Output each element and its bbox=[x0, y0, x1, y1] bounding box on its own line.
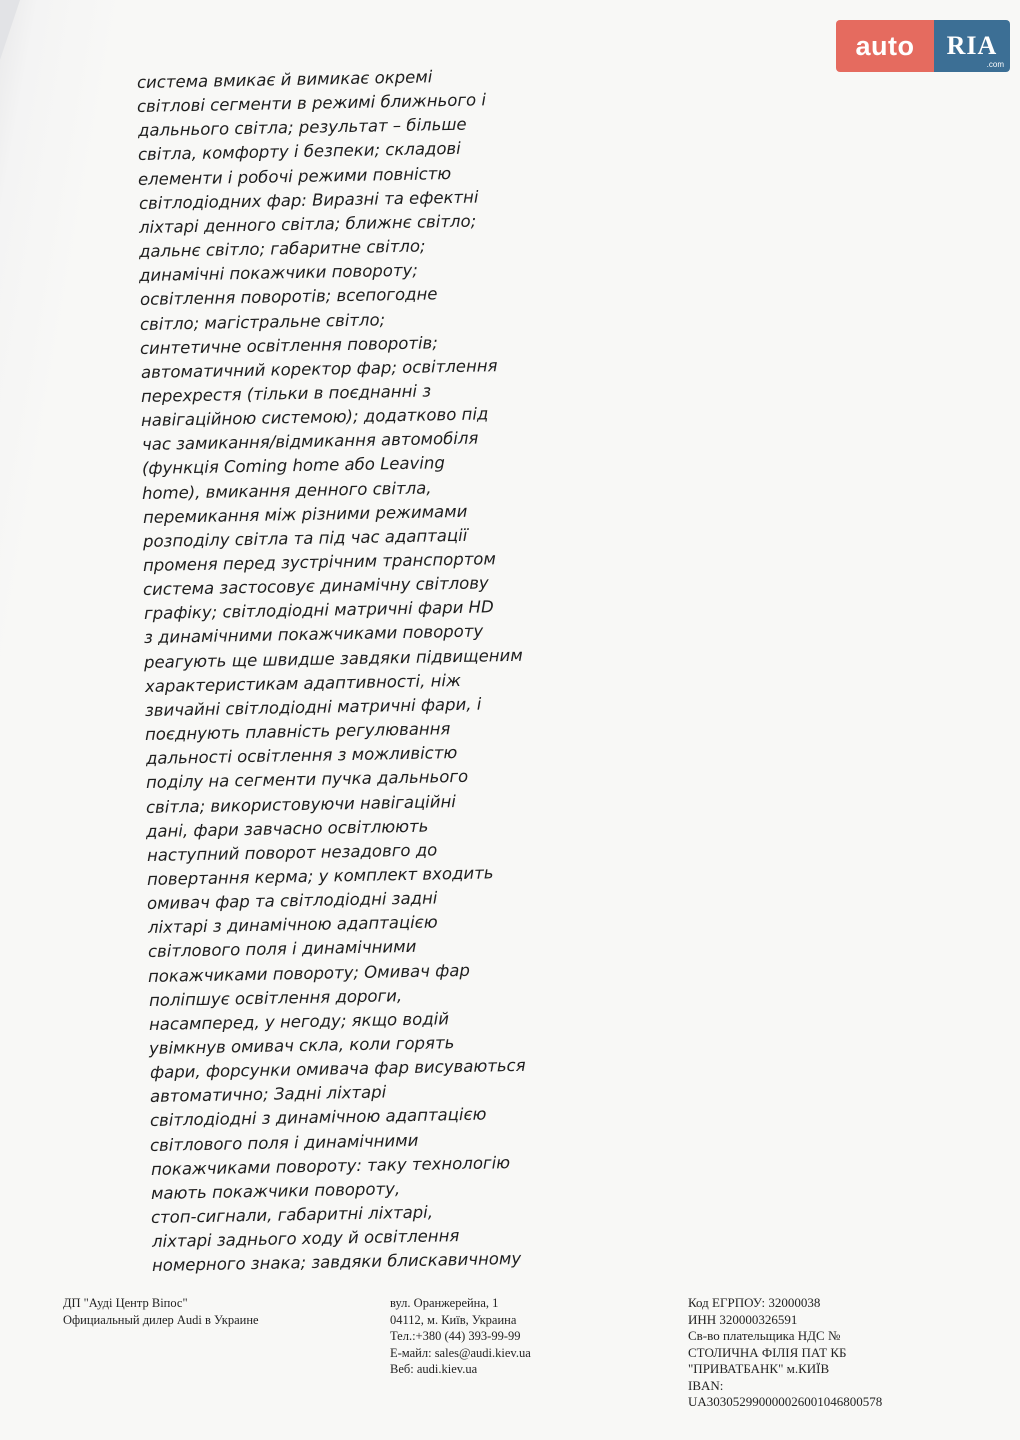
body-text-line: поєднують плавність регулювання bbox=[145, 719, 451, 745]
body-text-line: увімкнув омивач скла, коли горять bbox=[149, 1033, 455, 1058]
body-text-line: світло; магістральне світло; bbox=[139, 309, 386, 334]
body-text-line: реагують ще швидше завдяки підвищеним bbox=[144, 645, 524, 672]
body-text-line: світлові сегменти в режимі ближнього і bbox=[137, 90, 487, 117]
document-footer bbox=[0, 1295, 1020, 1435]
body-text-line: перехрестя (тільки в поєднанні з bbox=[140, 381, 432, 406]
footer-phone: Тел.:+380 (44) 393-99-99 bbox=[390, 1329, 521, 1343]
body-text-line: освітлення поворотів; всепогодне bbox=[139, 284, 438, 310]
footer-vat-certificate: Св-во плательщика НДС № bbox=[688, 1328, 841, 1343]
body-text-line: динамічні покажчики повороту; bbox=[139, 260, 419, 286]
body-text-line: система вмикає й вимикає окремі bbox=[136, 67, 433, 92]
body-text-line: час замикання/відмикання автомобіля bbox=[141, 428, 479, 455]
body-text-line: дальнього світла; результат – більше bbox=[137, 114, 467, 141]
footer-edrpou: Код ЕГРПОУ: 32000038 bbox=[688, 1295, 821, 1310]
body-text-line: перемикання між різними режимами bbox=[142, 501, 468, 527]
body-text-line: світлодіодні з динамічною адаптацією bbox=[149, 1104, 487, 1131]
footer-address-street: вул. Оранжерейна, 1 bbox=[390, 1296, 499, 1310]
body-text-line: фари, форсунки омивача фар висуваються bbox=[149, 1055, 526, 1083]
body-text-line: покажчиками повороту; Омивач фар bbox=[148, 960, 471, 986]
body-text-line: звичайні світлодіодні матричні фари, і bbox=[144, 694, 482, 720]
body-text-line: поділу на сегменти пучка дальнього bbox=[145, 767, 469, 793]
body-text-line: мають покажчики повороту, bbox=[150, 1179, 401, 1203]
body-text-line: наступний поворот незадовго до bbox=[146, 840, 438, 865]
body-text-line: покажчиками повороту: таку технологію bbox=[150, 1152, 511, 1179]
footer-company-column bbox=[63, 1295, 259, 1328]
body-text-line: повертання керма; у комплект входить bbox=[146, 863, 494, 889]
body-text-line: поліпшує освітлення дороги, bbox=[148, 985, 402, 1010]
body-text-line: автоматично; Задні ліхтарі bbox=[149, 1082, 387, 1107]
body-text-line: ліхтарі заднього ходу й освітлення bbox=[151, 1226, 460, 1252]
body-text-line: (функція Coming home або Leaving bbox=[141, 453, 445, 479]
footer-email: E-майл: sales@audi.kiev.ua bbox=[390, 1345, 531, 1360]
body-text-line: світла, комфорту і безпеки; складові bbox=[137, 139, 461, 165]
body-text-line: графіку; світлодіодні матричні фари HD bbox=[143, 597, 494, 624]
body-text-line: стоп-сигнали, габаритні ліхтарі, bbox=[151, 1202, 434, 1228]
footer-contacts-column bbox=[390, 1295, 531, 1378]
body-text-line: дальності освітлення з можливістю bbox=[145, 743, 457, 769]
footer-bank-name: "ПРИВАТБАНК" м.КИЇВ bbox=[688, 1361, 830, 1376]
logo-auto-text: auto bbox=[836, 20, 934, 72]
body-text-line: світла; використовуючи навігаційні bbox=[145, 791, 457, 817]
footer-inn: ИНН 320000326591 bbox=[688, 1311, 798, 1327]
body-text-line: світлового поля і динамічними bbox=[150, 1130, 419, 1155]
body-text-line: home), вмикання денного світла, bbox=[142, 477, 432, 503]
logo-ria-word: RIA bbox=[946, 31, 998, 60]
body-text-line: ліхтарі денного світла; ближнє світло; bbox=[138, 211, 477, 237]
body-text-line: променя перед зустрічним транспортом bbox=[142, 549, 497, 575]
body-text-line: елементи і робочі режими повністю bbox=[138, 163, 452, 189]
footer-iban-value: UA303052990000026001046800578 bbox=[688, 1394, 883, 1409]
footer-bank-column bbox=[688, 1295, 882, 1411]
body-text-line: ліхтарі з динамічною адаптацією bbox=[147, 912, 438, 938]
logo-com-suffix: .com bbox=[986, 60, 1004, 69]
body-text-line: синтетичне освітлення поворотів; bbox=[140, 332, 439, 358]
body-text-line: автоматичний коректор фар; освітлення bbox=[140, 355, 498, 382]
body-text-line: дальнє світло; габаритне світло; bbox=[138, 236, 426, 262]
body-text-line: розподілу світла та під час адаптації bbox=[142, 525, 468, 551]
body-text-line: дані, фари завчасно освітлюють bbox=[146, 816, 430, 841]
footer-company-name: ДП "Ауді Центр Віпос" bbox=[63, 1296, 188, 1310]
body-text-line: номерного знака; завдяки блискавичному bbox=[151, 1249, 522, 1276]
body-text-line: світлового поля і динамічними bbox=[147, 937, 417, 962]
footer-address-city: 04112, м. Київ, Украина bbox=[390, 1312, 517, 1327]
body-text-line: насамперед, у негоду; якщо водій bbox=[148, 1009, 450, 1034]
footer-iban-label: IBAN: bbox=[688, 1377, 724, 1393]
footer-bank-branch: СТОЛИЧНА ФІЛІЯ ПАТ КБ bbox=[688, 1344, 847, 1360]
body-text-line: омивач фар та світлодіодні задні bbox=[147, 888, 438, 914]
body-text-line: навігаційною системою); додатково під bbox=[141, 404, 489, 431]
footer-dealer-line: Официальный дилер Audi в Украине bbox=[63, 1312, 259, 1327]
footer-website: Веб: audi.kiev.ua bbox=[390, 1362, 478, 1376]
body-text-line: світлодіодних фар: Виразні та ефектні bbox=[138, 187, 479, 213]
body-text-line: з динамічними покажчиками повороту bbox=[143, 621, 484, 648]
body-text-line: характеристикам адаптивності, ніж bbox=[144, 670, 461, 696]
body-text-line: система застосовує динамічну світлову bbox=[143, 573, 490, 600]
